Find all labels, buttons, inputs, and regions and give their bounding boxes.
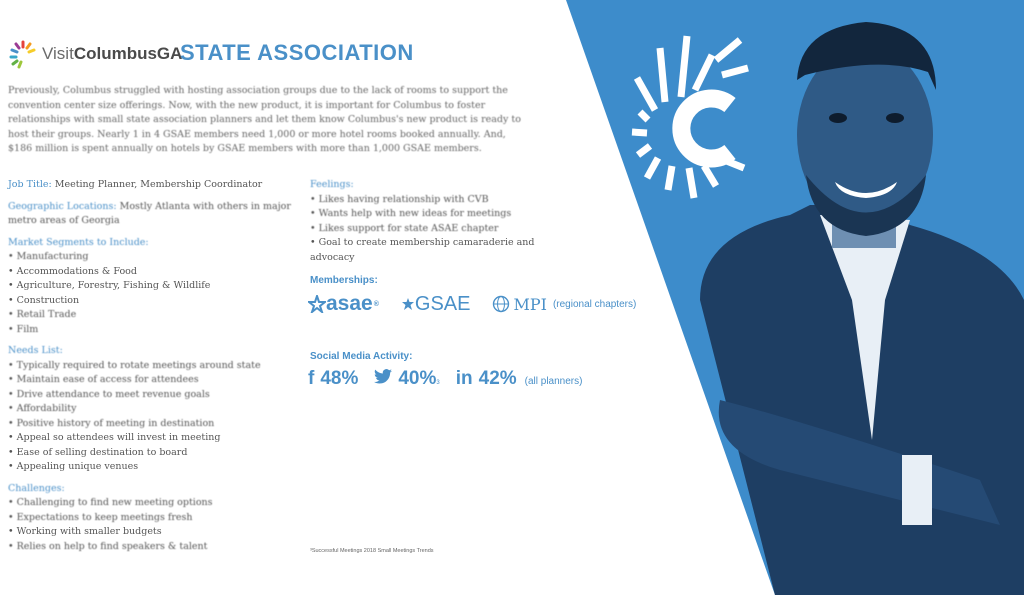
- social-heading: Social Media Activity:: [310, 351, 413, 362]
- twitter-icon: [374, 369, 392, 384]
- list-item: • Accommodations & Food: [8, 265, 298, 280]
- geo-label: Geographic Locations:: [8, 200, 117, 212]
- list-item: • Ease of selling destination to board: [8, 446, 298, 461]
- list-item: • Agriculture, Forestry, Fishing & Wildlife: [8, 279, 298, 294]
- needs-list: [8, 359, 298, 475]
- challenges-list: [8, 496, 298, 554]
- logo-wordmark: [42, 44, 182, 64]
- market-label: Market Segments to Include:: [8, 236, 149, 248]
- logo-columbusga: ColumbusGA: [73, 44, 183, 63]
- asae-text: asae: [326, 292, 373, 315]
- list-item: • Likes having relationship with CVB: [310, 193, 570, 208]
- market-list: [8, 250, 298, 337]
- page-title: STATE ASSOCIATION: [180, 40, 414, 65]
- linkedin-icon: in: [455, 368, 473, 389]
- list-item: • Affordability: [8, 402, 298, 417]
- geo-section: [8, 200, 298, 229]
- twitter-stat: [374, 368, 439, 390]
- intro-paragraph: Previously, Columbus struggled with hosting association groups due to the lack of rooms to support the convention center size offerings. Now, with the new product, it is important for Columbus to foster relationships with small state association planners and let them know Columbus's new product is ready to host their groups. Nearly 1 in 4 GSAE members need 1,000 or more hotel rooms booked annually. And, $186 million is spent annually on hotels by GSAE members with more than 1,000 GSAE members.: [8, 85, 521, 154]
- asae-star-icon: [308, 295, 326, 313]
- list-item: • Construction: [8, 294, 298, 309]
- list-item: • Relies on help to find speakers & talent: [8, 540, 298, 555]
- gsae-star-icon: [401, 297, 415, 311]
- gsae-text: GSAE: [414, 292, 471, 315]
- list-item: • Wants help with new ideas for meetings: [310, 207, 570, 222]
- mpi-note: (regional chapters): [552, 298, 637, 310]
- list-item: • Typically required to rotate meetings around state: [8, 359, 298, 374]
- needs-label: Needs List:: [8, 345, 63, 356]
- feelings-label: Feelings:: [310, 179, 354, 190]
- footnote: ³Successful Meetings 2018 Small Meetings Trends: [310, 548, 434, 554]
- list-item: • Retail Trade: [8, 308, 298, 323]
- twitter-footnote-mark: 3: [436, 380, 440, 386]
- market-section: [8, 236, 298, 338]
- job-title-value: Meeting Planner, Membership Coordinator: [54, 179, 263, 190]
- asae-registered-mark: ®: [373, 300, 379, 308]
- facebook-stat: [308, 368, 358, 390]
- memberships-heading: Memberships:: [310, 275, 378, 286]
- needs-section: [8, 344, 298, 475]
- list-item: • Manufacturing: [8, 250, 298, 265]
- linkedin-value: 42%: [478, 368, 517, 389]
- list-item: • Challenging to find new meeting options: [8, 496, 298, 511]
- left-column: [8, 178, 298, 561]
- list-item: • Working with smaller budgets: [8, 525, 298, 540]
- visit-columbus-logo[interactable]: [8, 34, 182, 74]
- memberships-logos: [308, 292, 636, 316]
- list-item: • Appeal so attendees will invest in meeting: [8, 431, 298, 446]
- challenges-label: Challenges:: [8, 482, 65, 494]
- facebook-icon: f: [308, 368, 315, 389]
- sunburst-logo-icon: [8, 39, 38, 69]
- mpi-text: MPI: [513, 294, 547, 314]
- list-item: • Expectations to keep meetings fresh: [8, 511, 298, 526]
- list-item: • Drive attendance to meet revenue goals: [8, 388, 298, 403]
- middle-column: [310, 178, 570, 265]
- list-item: • Positive history of meeting in destination: [8, 417, 298, 432]
- globe-icon: [492, 295, 510, 313]
- list-item: • Goal to create membership camaraderie and advocacy: [310, 236, 570, 265]
- challenges-section: [8, 482, 298, 555]
- list-item: • Maintain ease of access for attendees: [8, 373, 298, 388]
- gsae-logo: [401, 293, 471, 316]
- feelings-list: [310, 193, 570, 266]
- job-title-label: Job Title:: [8, 179, 52, 190]
- social-note: (all planners): [524, 376, 583, 387]
- twitter-value: 40%: [398, 368, 437, 389]
- mpi-logo: [492, 295, 636, 314]
- logo-visit: Visit: [42, 44, 74, 63]
- facebook-value: 48%: [320, 368, 359, 389]
- job-title-section: [8, 178, 298, 193]
- social-stats: [308, 368, 582, 390]
- linkedin-stat: [456, 368, 517, 390]
- list-item: • Likes support for state ASAE chapter: [310, 222, 570, 237]
- asae-logo: [308, 292, 379, 316]
- list-item: • Appealing unique venues: [8, 460, 298, 475]
- geo-value: Mostly Atlanta with others in major metro areas of Georgia: [8, 200, 291, 226]
- list-item: • Film: [8, 323, 298, 338]
